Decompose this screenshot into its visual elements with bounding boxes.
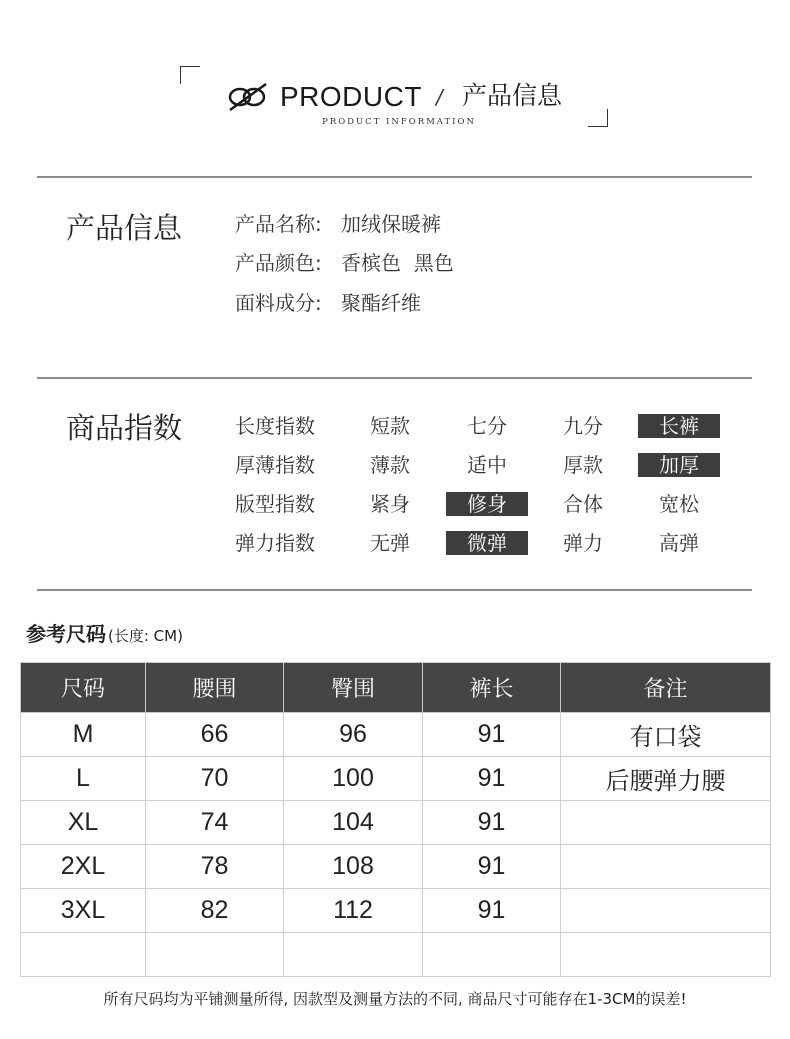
measurement-footnote: 所有尺码均为平铺测量所得, 因款型及测量方法的不同, 商品尺寸可能存在1-3CM的误差! xyxy=(103,990,687,1008)
waist-cell: 74 xyxy=(146,801,284,845)
table-row xyxy=(21,713,771,757)
waist-cell: 66 xyxy=(146,713,284,757)
info-line-color xyxy=(235,249,454,277)
column-header: 备注 xyxy=(561,663,771,713)
hip-cell: 108 xyxy=(284,845,423,889)
index-option: 短款 xyxy=(370,414,410,438)
corner-mark-bottom-right xyxy=(588,109,608,127)
info-value: 聚酯纤维 xyxy=(341,291,421,315)
length-cell: 91 xyxy=(423,713,561,757)
product-logo-icon xyxy=(226,82,270,112)
hip-cell: 104 xyxy=(284,801,423,845)
index-option: 七分 xyxy=(467,414,507,438)
index-label-elasticity: 弹力指数 xyxy=(235,531,315,555)
header-title-en: PRODUCT xyxy=(280,81,422,112)
header-title-cn: 产品信息 xyxy=(462,81,563,110)
waist-cell: 82 xyxy=(146,889,284,933)
waist-cell: 70 xyxy=(146,757,284,801)
header-subtitle: PRODUCT INFORMATION xyxy=(322,117,476,127)
info-value: 加绒保暖裤 xyxy=(341,212,441,236)
index-option-selected: 修身 xyxy=(446,492,528,516)
size-cell: XL xyxy=(21,801,146,845)
product-info-title: 产品信息 xyxy=(66,211,183,245)
table-row xyxy=(21,889,771,933)
size-cell: 2XL xyxy=(21,845,146,889)
corner-mark-top-left xyxy=(180,66,200,84)
note-cell xyxy=(561,933,771,977)
column-header: 腰围 xyxy=(146,663,284,713)
table-row xyxy=(21,801,771,845)
table-row-empty xyxy=(21,933,771,977)
index-label-thickness: 厚薄指数 xyxy=(235,453,315,477)
hip-cell xyxy=(284,933,423,977)
column-header: 裤长 xyxy=(423,663,561,713)
table-row xyxy=(21,757,771,801)
hip-cell: 96 xyxy=(284,713,423,757)
note-cell: 后腰弹力腰 xyxy=(561,757,771,801)
info-value: 香槟色 黑色 xyxy=(341,251,454,275)
divider-bottom xyxy=(37,589,752,591)
index-label-fit: 版型指数 xyxy=(235,492,315,516)
index-option: 九分 xyxy=(563,414,603,438)
size-table xyxy=(20,662,771,977)
index-option-selected: 长裤 xyxy=(638,414,720,438)
note-cell: 有口袋 xyxy=(561,713,771,757)
note-cell xyxy=(561,845,771,889)
index-option: 合体 xyxy=(563,492,603,516)
info-label: 产品颜色: xyxy=(235,251,322,275)
column-header: 臀围 xyxy=(284,663,423,713)
note-cell xyxy=(561,889,771,933)
length-cell: 91 xyxy=(423,757,561,801)
hip-cell: 112 xyxy=(284,889,423,933)
waist-cell xyxy=(146,933,284,977)
index-option: 高弹 xyxy=(659,531,699,555)
divider-middle xyxy=(37,377,752,379)
length-cell xyxy=(423,933,561,977)
size-cell: M xyxy=(21,713,146,757)
size-chart-unit: (长度: CM) xyxy=(108,627,183,645)
index-option: 厚款 xyxy=(563,453,603,477)
hip-cell: 100 xyxy=(284,757,423,801)
length-cell: 91 xyxy=(423,845,561,889)
index-option: 紧身 xyxy=(370,492,410,516)
info-line-name xyxy=(235,210,441,238)
size-chart-title xyxy=(26,620,183,650)
size-cell: 3XL xyxy=(21,889,146,933)
header-slash: / xyxy=(436,85,443,109)
index-option-selected: 微弹 xyxy=(446,531,528,555)
indices-title: 商品指数 xyxy=(66,411,183,445)
info-label: 产品名称: xyxy=(235,212,322,236)
size-chart-title-text: 参考尺码 xyxy=(26,622,106,646)
index-option: 薄款 xyxy=(370,453,410,477)
size-table-header-row xyxy=(21,663,771,713)
index-option: 适中 xyxy=(467,453,507,477)
index-option-selected: 加厚 xyxy=(638,453,720,477)
index-option: 无弹 xyxy=(370,531,410,555)
length-cell: 91 xyxy=(423,801,561,845)
info-label: 面料成分: xyxy=(235,291,322,315)
size-cell: L xyxy=(21,757,146,801)
waist-cell: 78 xyxy=(146,845,284,889)
index-option: 宽松 xyxy=(659,492,699,516)
table-row xyxy=(21,845,771,889)
size-cell xyxy=(21,933,146,977)
info-line-material xyxy=(235,289,421,317)
index-label-length: 长度指数 xyxy=(235,414,315,438)
divider-top xyxy=(37,176,752,178)
note-cell xyxy=(561,801,771,845)
length-cell: 91 xyxy=(423,889,561,933)
column-header: 尺码 xyxy=(21,663,146,713)
index-option: 弹力 xyxy=(563,531,603,555)
